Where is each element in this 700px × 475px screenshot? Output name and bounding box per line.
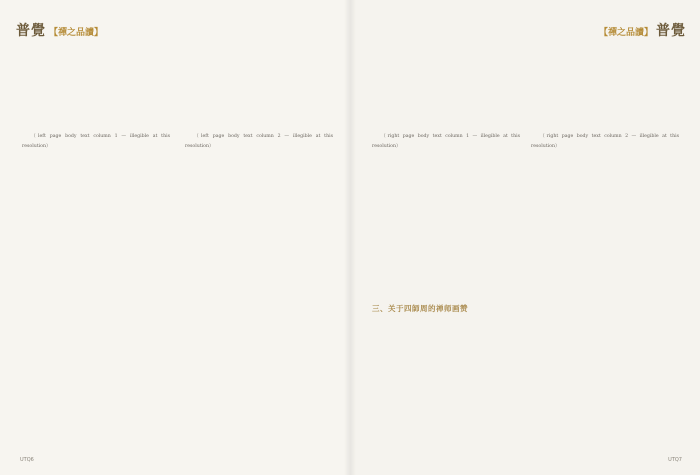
right-brand-logo: 普覺 xyxy=(656,23,686,39)
right-section-tag: 【禪之品讀】 xyxy=(598,28,653,38)
right-body-column-1 xyxy=(372,132,520,151)
book-gutter-shadow xyxy=(344,0,356,475)
left-brand-logo: 普覺 xyxy=(16,23,46,39)
right-page-header xyxy=(599,20,686,40)
left-body-column-2 xyxy=(185,132,333,151)
left-page-number: UTQ6 xyxy=(20,457,34,463)
left-body-text-1: （left page body text column 1 — illegible at this resolution） xyxy=(22,134,170,149)
right-body-text-2: （right page body text column 2 — illegible at this resolution） xyxy=(531,134,679,149)
right-page-number: UTQ7 xyxy=(668,457,682,463)
left-body-column-1 xyxy=(22,132,170,151)
right-body-column-2 xyxy=(531,132,679,151)
left-section-tag: 【禪之品讀】 xyxy=(49,28,104,38)
left-body-text-2: （left page body text column 2 — illegible at this resolution） xyxy=(185,134,333,149)
left-page-header xyxy=(16,20,103,40)
right-body-text-1: （right page body text column 1 — illegible at this resolution） xyxy=(372,134,520,149)
section-heading: 三、关于四師周的禅师画赞 xyxy=(372,304,468,313)
right-page xyxy=(350,0,700,475)
